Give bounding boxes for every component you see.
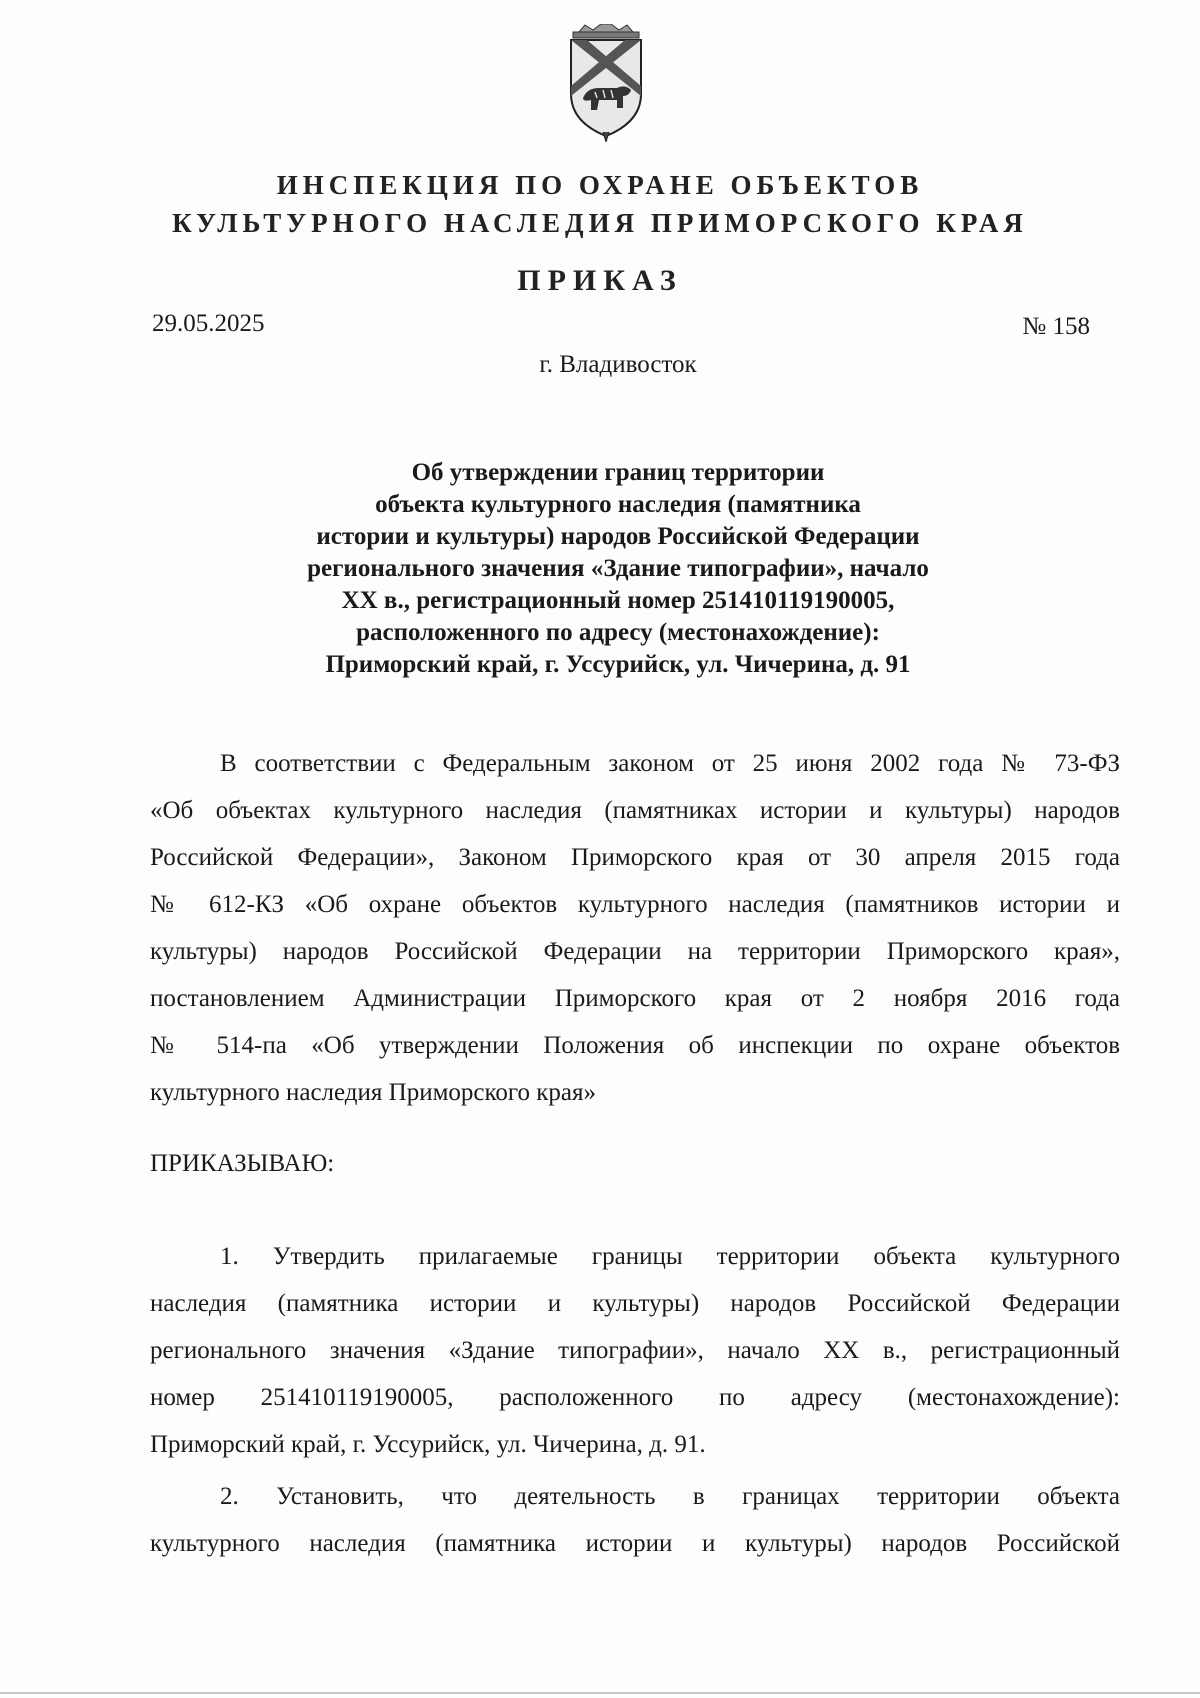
document-type-title: ПРИКАЗ bbox=[517, 264, 683, 297]
organization-name-line-1: ИНСПЕКЦИЯ ПО ОХРАНЕ ОБЪЕКТОВ bbox=[276, 170, 924, 200]
body-line: «Об объектах культурного наследия (памятниках истории и культуры) народов bbox=[150, 797, 1120, 824]
organization-name-line-2: КУЛЬТУРНОГО НАСЛЕДИЯ ПРИМОРСКОГО КРАЯ bbox=[172, 208, 1028, 238]
body-line: 2. Установить, что деятельность в границах территории объекта bbox=[220, 1483, 1120, 1510]
decree-word: ПРИКАЗЫВАЮ: bbox=[150, 1150, 335, 1177]
order-item-2 bbox=[150, 1473, 1120, 1567]
subject-line: Приморский край, г. Уссурийск, ул. Чичерина, д. 91 bbox=[325, 651, 911, 678]
preamble-paragraph bbox=[150, 740, 1120, 1116]
body-line: номер 251410119190005, расположенного по адресу (местонахождение): bbox=[150, 1384, 1120, 1411]
body-line: регионального значения «Здание типографии», начало XX в., регистрационный bbox=[150, 1337, 1120, 1364]
subject-line: истории и культуры) народов Российской Федерации bbox=[316, 523, 920, 550]
subject-line: расположенного по адресу (местонахождение): bbox=[356, 619, 880, 646]
scan-edge-divider bbox=[0, 1692, 1200, 1694]
body-line: культурного наследия Приморского края» bbox=[150, 1079, 596, 1106]
subject-line: Об утверждении границ территории bbox=[411, 459, 825, 486]
subject-line: XX в., регистрационный номер 251410119190005, bbox=[341, 587, 895, 614]
subject-line: регионального значения «Здание типографии», начало bbox=[307, 555, 929, 582]
document-subject bbox=[0, 457, 1200, 681]
document-city: г. Владивосток bbox=[539, 351, 697, 378]
document-number: № 158 bbox=[1022, 313, 1090, 340]
body-line: В соответствии с Федеральным законом от 25 июня 2002 года № 73-ФЗ bbox=[220, 750, 1120, 777]
body-line: Приморский край, г. Уссурийск, ул. Чичерина, д. 91. bbox=[150, 1431, 706, 1458]
body-line: наследия (памятника истории и культуры) народов Российской Федерации bbox=[150, 1290, 1120, 1317]
coat-of-arms-icon bbox=[565, 24, 647, 142]
body-line: 1. Утвердить прилагаемые границы территории объекта культурного bbox=[220, 1243, 1120, 1270]
document-date: 29.05.2025 bbox=[152, 310, 265, 337]
body-line: Российской Федерации», Законом Приморского края от 30 апреля 2015 года bbox=[150, 844, 1120, 871]
body-line: № 612-КЗ «Об охране объектов культурного наследия (памятников истории и bbox=[150, 891, 1120, 918]
body-line: культурного наследия (памятника истории и культуры) народов Российской bbox=[150, 1530, 1120, 1557]
body-line: № 514-па «Об утверждении Положения об инспекции по охране объектов bbox=[150, 1032, 1120, 1059]
body-line: постановлением Администрации Приморского края от 2 ноября 2016 года bbox=[150, 985, 1120, 1012]
order-item-1 bbox=[150, 1233, 1120, 1468]
body-line: культуры) народов Российской Федерации на территории Приморского края», bbox=[150, 938, 1120, 965]
subject-line: объекта культурного наследия (памятника bbox=[375, 491, 861, 518]
